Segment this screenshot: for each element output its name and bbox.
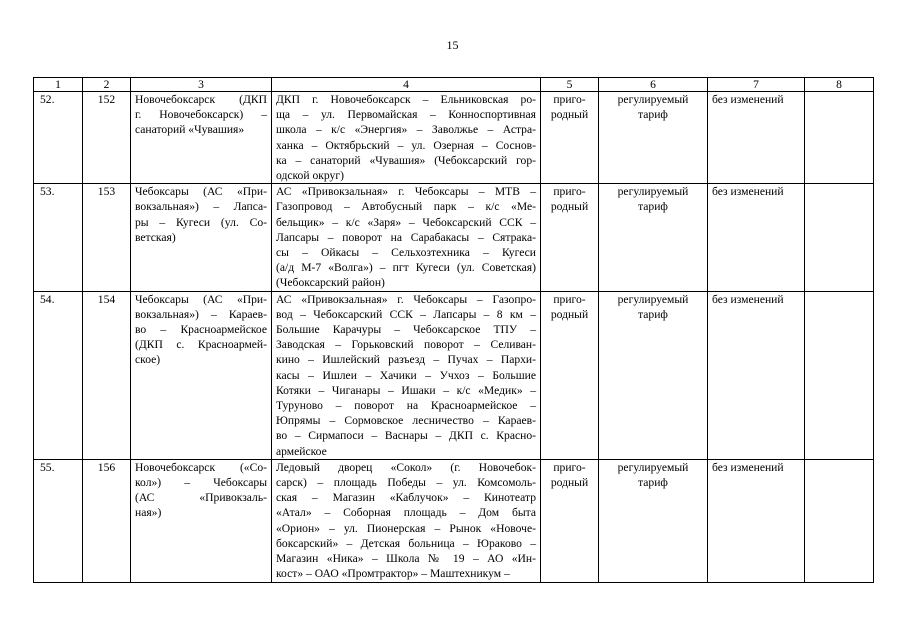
kind-line: приго- xyxy=(553,460,586,474)
path-line: сы – Ойкасы – Сельхозтехника – Кугеси xyxy=(276,246,536,260)
kind-line: родный xyxy=(550,307,589,321)
path-line: Ледовый дворец «Сокол» (г. Новочебок- xyxy=(276,460,536,474)
route-change: без изменений xyxy=(708,92,805,184)
header-cell: 8 xyxy=(805,78,874,92)
route-tariff xyxy=(599,184,708,291)
route-tariff xyxy=(599,92,708,184)
kind-line: родный xyxy=(550,200,589,214)
name-line: (АС «Привокзаль- xyxy=(135,491,267,505)
path-line: во – Сирмапоси – Васнары – ДКП с. Красно- xyxy=(276,429,536,443)
header-row xyxy=(34,78,874,92)
route-kind xyxy=(541,92,599,184)
name-line: Новочебоксарск (ДКП xyxy=(135,93,267,106)
path-line: сарск) – площадь Победы – ул. Комсомоль- xyxy=(276,476,536,490)
header-cell: 3 xyxy=(131,78,272,92)
path-line: Котяки – Чиганары – Ишаки – к/с «Медик» – xyxy=(276,383,536,397)
route-extra xyxy=(805,291,874,459)
route-tariff xyxy=(599,459,708,582)
route-path xyxy=(272,92,541,184)
name-line: кол») – Чебоксары xyxy=(135,476,267,490)
name-line: вокзальная») – Караев- xyxy=(135,307,267,321)
tariff-line: тариф xyxy=(638,108,668,122)
route-path xyxy=(272,291,541,459)
route-index: 53. xyxy=(34,184,83,291)
route-name xyxy=(131,184,272,291)
name-line: во – Красноармейское xyxy=(135,323,267,337)
route-kind xyxy=(541,291,599,459)
name-line: Новочебоксарск («Со- xyxy=(135,460,267,474)
path-line: касы – Ишлеи – Хачики – Учхоз – Большие xyxy=(276,368,536,382)
path-line: АС «Привокзальная» г. Чебоксары – Газопро- xyxy=(276,292,536,306)
path-line: школа – к/с «Энергия» – Заволжье – Астра- xyxy=(276,123,536,137)
route-name xyxy=(131,459,272,582)
path-line: «Орион» – ул. Пионерская – Рынок «Новоче- xyxy=(276,521,536,535)
name-line: (ДКП с. Красноармей- xyxy=(135,338,267,352)
table-row xyxy=(34,459,874,582)
tariff-line: регулируемый xyxy=(617,185,689,199)
route-path xyxy=(272,459,541,582)
tariff-line: тариф xyxy=(638,200,668,214)
header-cell: 1 xyxy=(34,78,83,92)
tariff-line: регулируемый xyxy=(617,93,689,106)
path-line: Туруново – поворот на Красноармейское – xyxy=(276,399,536,413)
name-line: ветская) xyxy=(135,230,176,244)
path-line: ханка – Октябрьский – ул. Озерная – Соснов- xyxy=(276,138,536,152)
route-tariff xyxy=(599,291,708,459)
name-line: ры – Кугеси (ул. Со- xyxy=(135,215,267,229)
route-change: без изменений xyxy=(708,291,805,459)
route-change: без изменений xyxy=(708,459,805,582)
path-line: ка – санаторий «Чувашия» (Чебоксарский гор- xyxy=(276,153,536,167)
route-code: 153 xyxy=(83,184,131,291)
header-cell: 5 xyxy=(541,78,599,92)
path-line: вод – Чебоксарский ССК – Лапсары – 8 км – xyxy=(276,307,536,321)
header-cell: 7 xyxy=(708,78,805,92)
route-code: 154 xyxy=(83,291,131,459)
header-cell: 4 xyxy=(272,78,541,92)
route-code: 152 xyxy=(83,92,131,184)
path-line: (а/д М-7 «Волга») – пгт Кугеси (ул. Советская) xyxy=(276,261,536,275)
path-line: Заводская – Горьковский поворот – Селиван- xyxy=(276,338,536,352)
path-line: Большие Карачуры – Чебоксарское ТПУ – xyxy=(276,323,536,337)
route-index: 54. xyxy=(34,291,83,459)
kind-line: родный xyxy=(550,108,589,122)
page-number: 15 xyxy=(446,38,459,52)
tariff-line: тариф xyxy=(638,476,668,490)
path-line: одской округ) xyxy=(276,169,344,183)
path-line: кост» – ОАО «Промтрактор» – Маштехникум – xyxy=(276,567,510,581)
name-line: Чебоксары (АС «При- xyxy=(135,292,267,306)
header-cell: 2 xyxy=(83,78,131,92)
path-line: (Чебоксарский район) xyxy=(276,276,385,290)
tariff-line: тариф xyxy=(638,307,668,321)
path-line: Лапсары – поворот на Сарабакасы – Сятрака- xyxy=(276,230,536,244)
name-line: вокзальная») – Лапса- xyxy=(135,200,267,214)
path-line: ская – Магазин «Каблучок» – Кинотеатр xyxy=(276,491,536,505)
kind-line: приго- xyxy=(553,292,586,306)
route-change: без изменений xyxy=(708,184,805,291)
routes-table xyxy=(33,77,874,583)
route-kind xyxy=(541,184,599,291)
kind-line: родный xyxy=(550,476,589,490)
path-line: кино – Ишлейский разъезд – Пучах – Пархи- xyxy=(276,353,536,367)
path-line: АС «Привокзальная» г. Чебоксары – МТВ – xyxy=(276,185,536,199)
table-row xyxy=(34,92,874,184)
route-path xyxy=(272,184,541,291)
route-name xyxy=(131,291,272,459)
path-line: боксарский» – Детская больница – Юраково – xyxy=(276,536,536,550)
tariff-line: регулируемый xyxy=(617,292,689,306)
route-code: 156 xyxy=(83,459,131,582)
path-line: Газопровод – Автобусный парк – к/с «Ме- xyxy=(276,200,536,214)
route-extra xyxy=(805,92,874,184)
route-index: 55. xyxy=(34,459,83,582)
tariff-line: регулируемый xyxy=(617,460,689,474)
kind-line: приго- xyxy=(553,185,586,199)
header-cell: 6 xyxy=(599,78,708,92)
name-line: Чебоксары (АС «При- xyxy=(135,185,267,199)
name-line: ная») xyxy=(135,506,162,520)
route-extra xyxy=(805,459,874,582)
table-row xyxy=(34,291,874,459)
path-line: Юпрямы – Сормовское лесничество – Караев- xyxy=(276,414,536,428)
path-line: Магазин «Ника» – Школа № 19 – АО «Ин- xyxy=(276,552,536,566)
name-line: ское) xyxy=(135,353,161,367)
path-line: бельщик» – к/с «Заря» – Чебоксарский ССК – xyxy=(276,215,536,229)
kind-line: приго- xyxy=(553,93,586,106)
table-row xyxy=(34,184,874,291)
name-line: г. Новочебоксарск) – xyxy=(135,108,267,122)
route-index: 52. xyxy=(34,92,83,184)
name-line: санаторий «Чувашия» xyxy=(135,123,245,137)
path-line: «Атал» – Соборная площадь – Дом быта xyxy=(276,506,536,520)
path-line: ща – ул. Первомайская – Конноспортивная xyxy=(276,108,536,122)
route-kind xyxy=(541,459,599,582)
route-name xyxy=(131,92,272,184)
route-extra xyxy=(805,184,874,291)
path-line: армейское xyxy=(276,444,327,458)
path-line: ДКП г. Новочебоксарск – Ельниковская ро- xyxy=(276,93,536,106)
